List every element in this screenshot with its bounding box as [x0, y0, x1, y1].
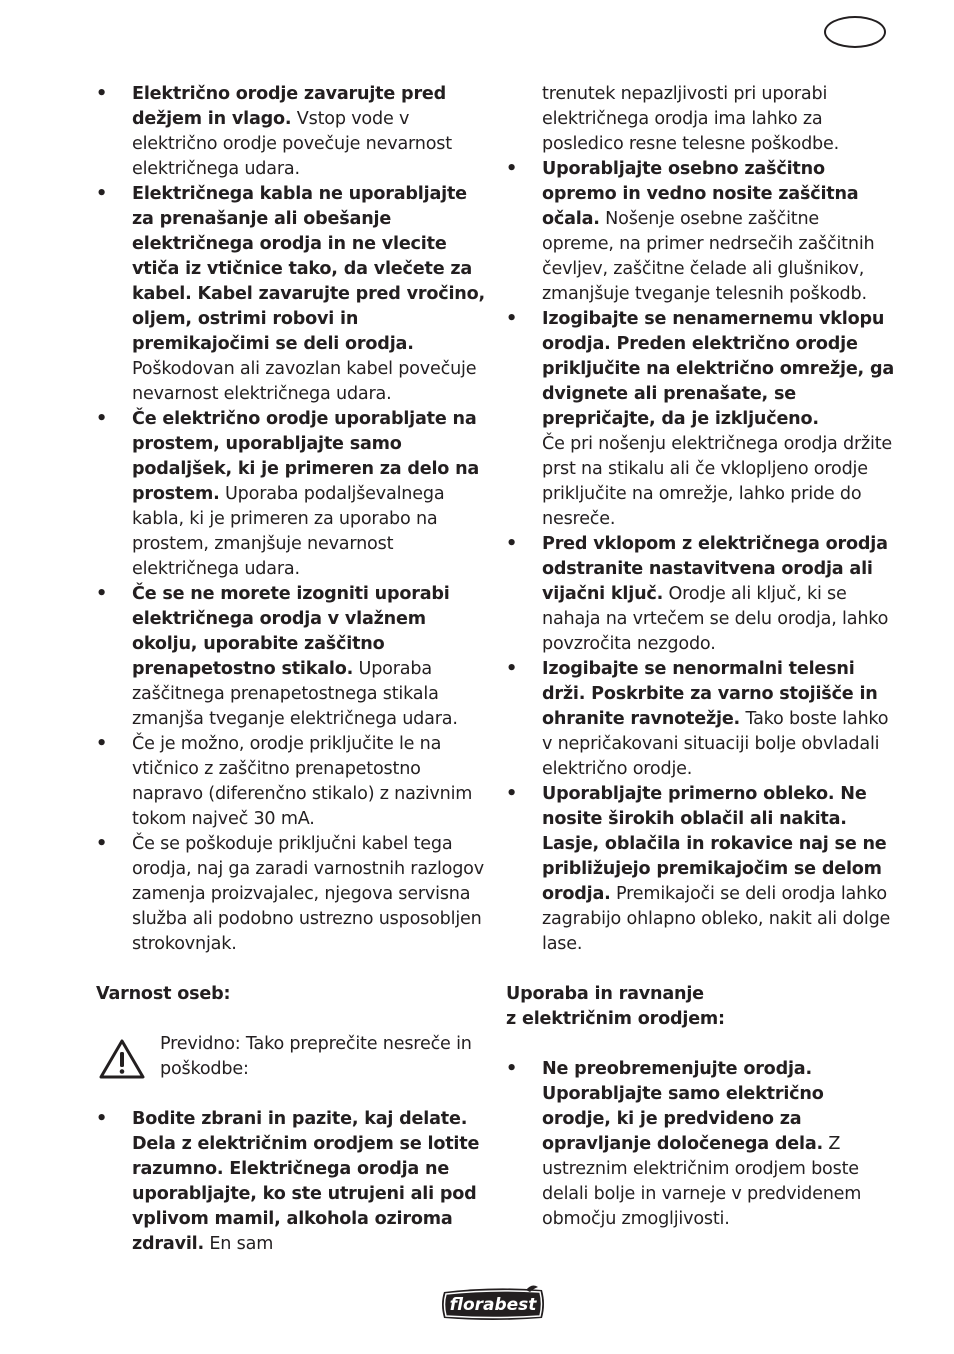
item-text: Če pri nošenju električnega orodja držite prst na stikalu ali če vklopljeno orodje priključite na omrežje, lahko pride do nesreče. [542, 434, 893, 529]
bullet: • [506, 534, 518, 554]
right-column [506, 82, 896, 1232]
section-heading-line: z električnim orodjem: [506, 1009, 725, 1029]
list-item [96, 832, 486, 957]
left-column [96, 82, 486, 1257]
item-text: Premikajoči se deli orodja lahko zagrabijo ohlapno obleko, nakit ali dolge lase. [542, 884, 891, 954]
list-item [96, 182, 486, 407]
item-text: Vstop vode v električno orodje povečuje nevarnost električnega udara. [132, 109, 452, 179]
item-bold-text: Uporabljajte primerno obleko. Ne nosite širokih oblačil ali nakita. Lasje, oblačila in rokavice naj se ne približujejo premikajočim se delom orodja. [542, 784, 887, 904]
section-heading-line: Uporaba in ravnanje [506, 984, 704, 1004]
bullet: • [96, 84, 108, 104]
bullet: • [506, 784, 518, 804]
list-item [96, 1107, 486, 1257]
item-text: Uporaba podaljševalnega kabla, ki je primeren za uporabo na prostem, zmanjšuje nevarnost električnega udara. [132, 484, 445, 579]
item-text: Uporaba zaščitnega prenapetostnega stikala zmanjša tveganje električnega udara. [132, 659, 458, 729]
warning-text: Previdno: Tako preprečite nesreče in poškodbe: [160, 1034, 472, 1079]
bullet: • [506, 659, 518, 679]
item-text: Orodje ali ključ, ki se nahaja na vrtečem se delu orodja, lahko povzročita nezgodo. [542, 584, 889, 654]
continuation-paragraph [506, 82, 896, 157]
logo-text: florabest [449, 1295, 537, 1315]
bullet: • [96, 584, 108, 604]
bullet: • [96, 834, 108, 854]
item-bold-text: Izogibajte se nenamernemu vklopu orodja. Preden električno orodje priključite na električno omrežje, ga dvignete ali prenašate, se prepričajte, da je izključeno. [542, 309, 895, 429]
item-text: Nošenje osebne zaščitne opreme, na primer nedrsečih zaščitnih čevljev, zaščitne čelade ali glušnikov, zmanjšuje tveganje telesnih poškodb. [542, 209, 875, 304]
item-bold-text: Električnega kabla ne uporabljajte za prenašanje ali obešanje električnega orodja in ne vlecite vtiča iz vtičnice tako, da vlečete za kabel. Kabel zavarujte pred vročino, oljem, ostrimi robovi in premikajočimi se deli orodja. [132, 184, 485, 354]
item-bold-text: Če se ne morete izogniti uporabi električnega orodja v vlažnem okolju, uporabite zaščitno prenapetostno stikalo. [132, 584, 450, 679]
list-item [96, 407, 486, 582]
list-item [506, 782, 896, 957]
warning-triangle-icon [98, 1038, 146, 1080]
bullet: • [506, 159, 518, 179]
bullet: • [506, 1059, 518, 1079]
list-item [506, 307, 896, 532]
bullet: • [506, 309, 518, 329]
bullet: • [96, 409, 108, 429]
item-bold-text: Električno orodje zavarujte pred dežjem in vlago. [132, 84, 447, 129]
item-text: Tako boste lahko v nepričakovani situaciji bolje obvladali električno orodje. [542, 709, 889, 779]
bullet: • [96, 1109, 108, 1129]
list-item [96, 732, 486, 832]
section-heading-tool-use [506, 982, 896, 1032]
item-bold-text: Izogibajte se nenormalni telesni drži. Poskrbite za varno stojišče in ohranite ravnotežje. [542, 659, 878, 729]
section-heading-personal-safety: Varnost oseb: [96, 984, 231, 1004]
list-item [506, 1057, 896, 1232]
item-bold-text: Bodite zbrani in pazite, kaj delate. Dela z električnim orodjem se lotite razumno. Električnega orodja ne uporabljajte, ko ste utrujeni ali pod vplivom mamil, alkohola oziroma zdravil. [132, 1109, 480, 1254]
item-text: Z ustreznim električnim orodjem boste delali bolje in varneje v predvidenem območju zmogljivosti. [542, 1134, 862, 1229]
bullet: • [96, 734, 108, 754]
list-item [506, 532, 896, 657]
item-text: Če se poškoduje priključni kabel tega orodja, naj ga zaradi varnostnih razlogov zamenja proizvajalec, njegova servisna služba ali podobno ustrezno usposobljen strokovnjak. [132, 834, 484, 954]
list-item [506, 157, 896, 307]
warning-note [96, 1032, 486, 1082]
florabest-logo [438, 1284, 548, 1324]
bullet: • [96, 184, 108, 204]
list-item [506, 657, 896, 782]
language-badge [824, 16, 886, 48]
item-text: En sam [204, 1234, 274, 1254]
item-text: Poškodovan ali zavozlan kabel povečuje nevarnost električnega udara. [132, 359, 477, 404]
item-bold-text: Ne preobremenjujte orodja. Uporabljajte samo električno orodje, ki je predvideno za opravljanje določenega dela. [542, 1059, 824, 1154]
item-bold-text: Uporabljajte osebno zaščitno opremo in vedno nosite zaščitna očala. [542, 159, 859, 229]
item-bold-text: Če električno orodje uporabljate na prostem, uporabljajte samo podaljšek, ki je primeren za delo na prostem. [132, 409, 480, 504]
continuation-text: trenutek nepazljivosti pri uporabi električnega orodja ima lahko za posledico resne telesne poškodbe. [542, 84, 840, 154]
item-bold-text: Pred vklopom z električnega orodja odstranite nastavitvena orodja ali vijačni ključ. [542, 534, 888, 604]
list-item [96, 82, 486, 182]
item-text: Če je možno, orodje priključite le na vtičnico z zaščitno prenapetostno napravo (diferenčno stikalo) z nazivnim tokom največ 30 mA. [132, 734, 473, 829]
list-item [96, 582, 486, 732]
